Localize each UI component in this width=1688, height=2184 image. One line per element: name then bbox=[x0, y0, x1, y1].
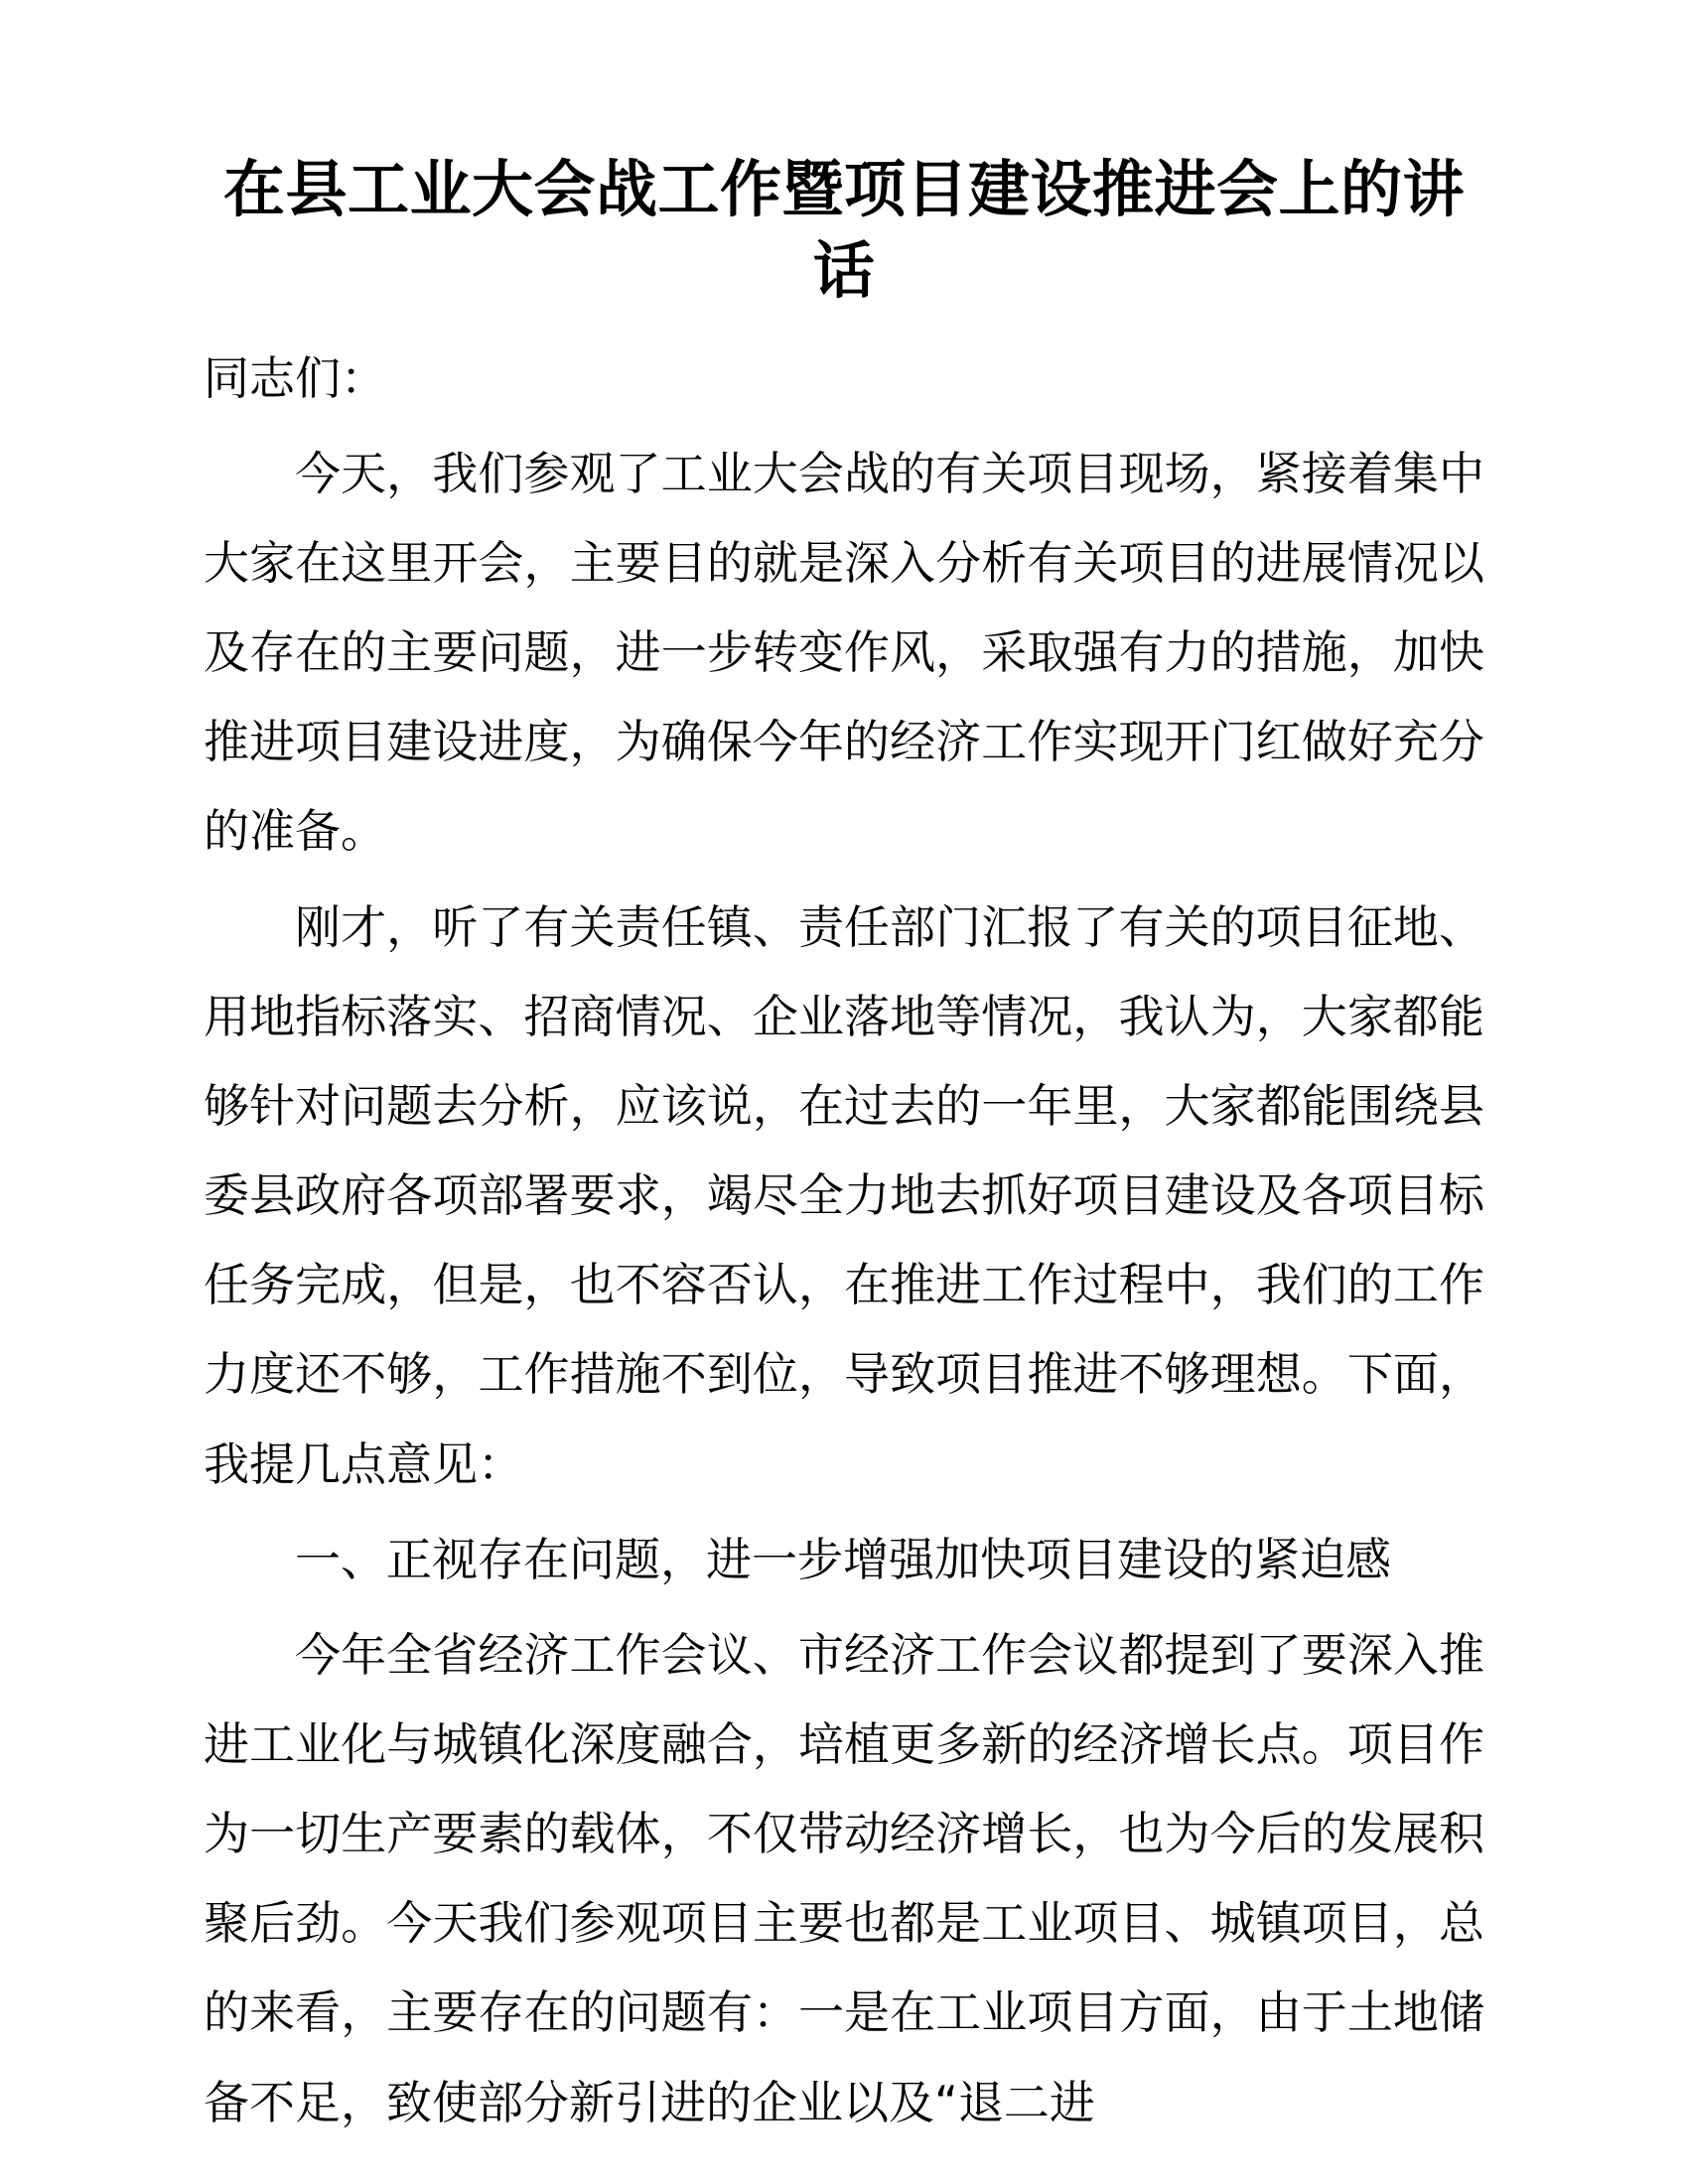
paragraph-1: 今天，我们参观了工业大会战的有关项目现场，紧接着集中大家在这里开会，主要目的就是深入分析有关项目的进展情况以及存在的主要问题，进一步转变作风，采取强有力的措施，加快推进项目建设进度，为确保今年的经济工作实现开门红做好充分的准备。 bbox=[204, 446, 1484, 859]
section-heading-1: 一、正视存在问题，进一步增强加快项目建设的紧迫感 bbox=[295, 1532, 1391, 1586]
paragraph-3: 今年全省经济工作会议、市经济工作会议都提到了要深入推进工业化与城镇化深度融合，培植更多新的经济增长点。项目作为一切生产要素的载体，不仅带动经济增长，也为今后的发展积聚后劲。今天我们参观项目主要也都是工业项目、城镇项目，总的来看，主要存在的问题有：一是在工业项目方面，由于土地储备不足，致使部分新引进的企业以及“退二进 bbox=[204, 1627, 1484, 2129]
document-body bbox=[204, 149, 1484, 2153]
salutation: 同志们： bbox=[204, 350, 386, 405]
paragraph-2: 刚才，听了有关责任镇、责任部门汇报了有关的项目征地、用地指标落实、招商情况、企业落地等情况，我认为，大家都能够针对问题去分析，应该说，在过去的一年里，大家都能围绕县委县政府各项部署要求，竭尽全力地去抓好项目建设及各项目标任务完成，但是，也不容否认，在推进工作过程中，我们的工作力度还不够，工作措施不到位，导致项目推进不够理想。下面，我提几点意见： bbox=[204, 899, 1484, 1491]
page-title: 在县工业大会战工作暨项目建设推进会上的讲话 bbox=[222, 153, 1465, 307]
